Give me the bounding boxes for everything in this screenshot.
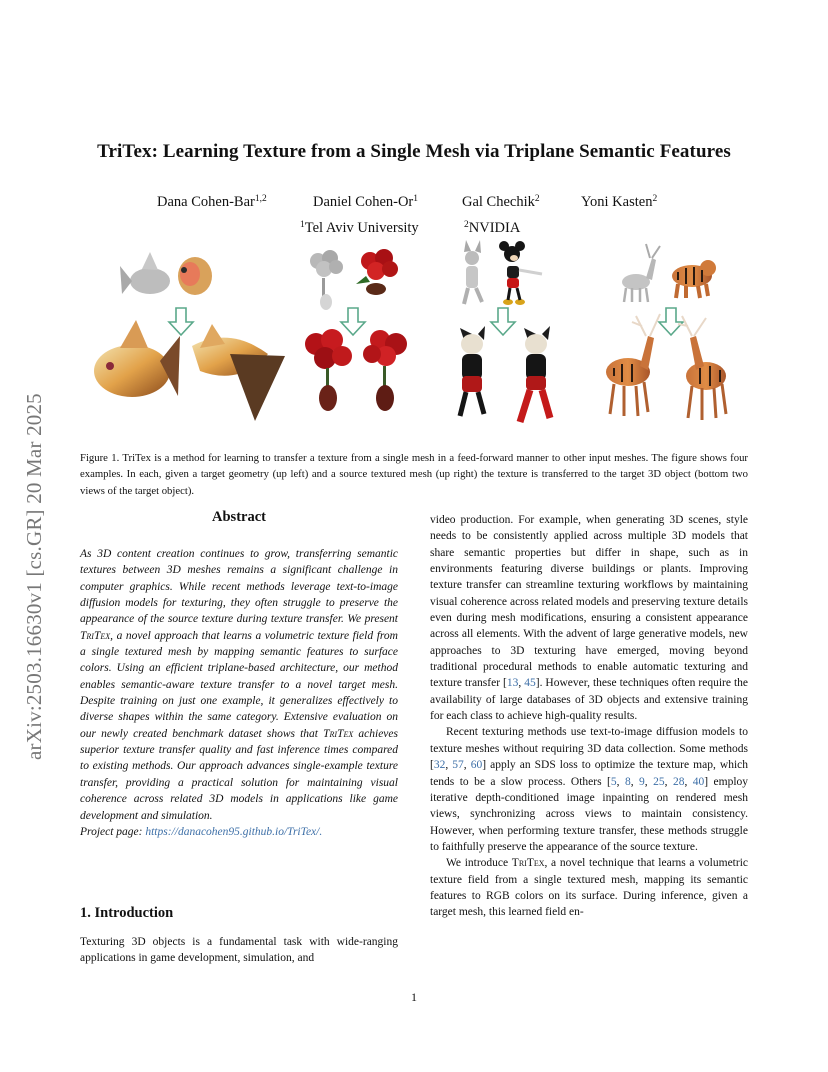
deer-target-geometry-icon: [622, 244, 660, 302]
right-column-text: [430, 512, 748, 921]
flower-arrow-icon: [341, 308, 365, 335]
method-name: TriTex: [323, 727, 354, 740]
author-1: Dana Cohen-Bar$^{1,2}$: [157, 194, 267, 210]
citation-link[interactable]: 57: [452, 759, 464, 772]
paragraph: video production. For example, when generating 3D scenes, style needs to be consistently applied across multiple 3D models that share semantic properties but differ in shape, such as in environments featuring diverse buildings or plants. Improving texture transfer can streamline texturing workflows by maintaining visual coherence across related models and preserving texture details even during mesh modifications, ensuring a consistent appearance across all elements. With the advent of large generative models, new approaches to 3D texturing have emerged, moving beyond traditional procedural methods to enable automatic texturing and texture transfer [13, 45]. However, these techniques often require the availability of large databases of 3D objects and extensive training for each class to achieve high-quality results.: [430, 514, 748, 723]
method-name: TriTex: [80, 629, 111, 642]
method-name: TriTex: [511, 857, 545, 870]
fish-result-view-2: [192, 324, 285, 421]
paragraph: We introduce TriTex, a novel technique that learns a volumetric texture field from a single textured mesh, mapping its semantic features to RGB colors on its surface. During inference, given a target mesh, this learned field en-: [430, 857, 749, 919]
figure-1-caption: Figure 1. TriTex is a method for learning to transfer a texture from a single mesh in a feed-forward manner to other input meshes. The figure shows four examples. In each, given a target geometry (up left) and a source textured mesh (up right) the texture is transferred to the target 3D object (bottom two views of the target object).: [80, 452, 748, 497]
character-result-view-2: [520, 326, 550, 422]
citation-link[interactable]: 40: [692, 775, 705, 788]
deer-arrow-icon: [659, 308, 683, 335]
fish-result-view-1: [94, 320, 180, 397]
deer-example: [606, 244, 726, 420]
abstract-body: As 3D content creation continues to grow, transferring semantic textures between 3D meshes remains a significant challenge in computer graphics. While recent methods leverage text-to-image diffusion models for texturing, they often struggle to preserve the appearance of the source texture during texture transfer. We present TriTex, a novel approach that learns a volumetric texture field from a single textured mesh by mapping semantic features to surface colors. Using an efficient triplane-based architecture, our method enables semantic-aware texture transfer to a novel target mesh. Despite training on just one example, it generalizes effectively to diverse shapes within the same category. Extensive evaluation on our newly created benchmark dataset shows that TriTex achieves superior texture transfer quality and fast inference times compared to existing methods. Our approach advances single-example texture transfer, providing a practical solution for maintaining visual coherence across related 3D models in applications like game development and simulation. Project page: https://danacohen95.github.io/TriTex/.: [80, 548, 398, 838]
citation-link[interactable]: 8: [624, 775, 631, 788]
flower-result-view-1: [305, 329, 352, 411]
affiliation-2: $^2$NVIDIA: [464, 220, 521, 236]
project-page-link[interactable]: https://danacohen95.github.io/TriTex/.: [145, 825, 323, 838]
deer-result-view-1: [606, 314, 660, 416]
citation-link[interactable]: 5: [610, 775, 617, 788]
author-3: Gal Chechik$^2$: [462, 194, 540, 210]
arxiv-stamp: arXiv:2503.16630v1 [cs.GR] 20 Mar 2025: [22, 393, 46, 760]
paper-title: TriTex: Learning Texture from a Single Mesh via Triplane Semantic Features: [97, 141, 731, 162]
tiger-source-texture-icon: [672, 260, 716, 298]
character-source-texture-icon: [499, 241, 542, 305]
character-example: [460, 240, 550, 422]
citation-link[interactable]: 9: [639, 775, 645, 788]
project-page-label: Project page:: [80, 825, 146, 838]
fish-arrow-icon: [169, 308, 193, 335]
deer-result-view-2: [678, 316, 726, 420]
affiliation-1: $^1$Tel Aviv University: [300, 220, 419, 236]
figure-1-illustration: [80, 236, 748, 436]
introduction-heading: 1. Introduction: [80, 905, 174, 921]
fish-target-geometry-icon: [120, 252, 170, 294]
character-target-geometry-icon: [464, 240, 482, 304]
vase-target-geometry-icon: [310, 250, 343, 310]
fish-source-texture-icon: [178, 257, 212, 295]
flower-example: [305, 249, 407, 411]
flower-source-texture-icon: [356, 249, 398, 295]
character-result-view-1: [460, 326, 485, 416]
introduction-text: Texturing 3D objects is a fundamental task with wide-ranging applications in game development, simulation, and: [80, 936, 398, 965]
fish-example: [94, 252, 285, 421]
author-2: Daniel Cohen-Or$^1$: [313, 194, 419, 210]
citation-link[interactable]: 60: [470, 759, 483, 772]
citation-link[interactable]: 45: [524, 677, 536, 690]
character-arrow-icon: [491, 308, 515, 335]
abstract-heading: Abstract: [212, 509, 266, 525]
citation-link[interactable]: 25: [653, 775, 665, 788]
flower-result-view-2: [363, 330, 407, 411]
citation-link[interactable]: 28: [672, 775, 685, 788]
paragraph: Recent texturing methods use text-to-image diffusion models to texture meshes without requiring 3D data collection. Some methods [32, 57, 60] apply an SDS loss to optimize the texture map, which tends to be a slow process. Others [5, 8, 9, 25, 28, 40] employ iterative depth-conditioned image inpainting on rendered mesh views, synchronizing across views to maintain consistency. However, when performing texture transfer, these methods struggle to faithfully preserve the appearance of the source texture.: [430, 726, 749, 853]
citation-link[interactable]: 13: [506, 677, 519, 690]
author-4: Yoni Kasten$^2$: [581, 194, 658, 210]
page-number: 1: [411, 990, 417, 1004]
citation-link[interactable]: 32: [433, 759, 446, 772]
